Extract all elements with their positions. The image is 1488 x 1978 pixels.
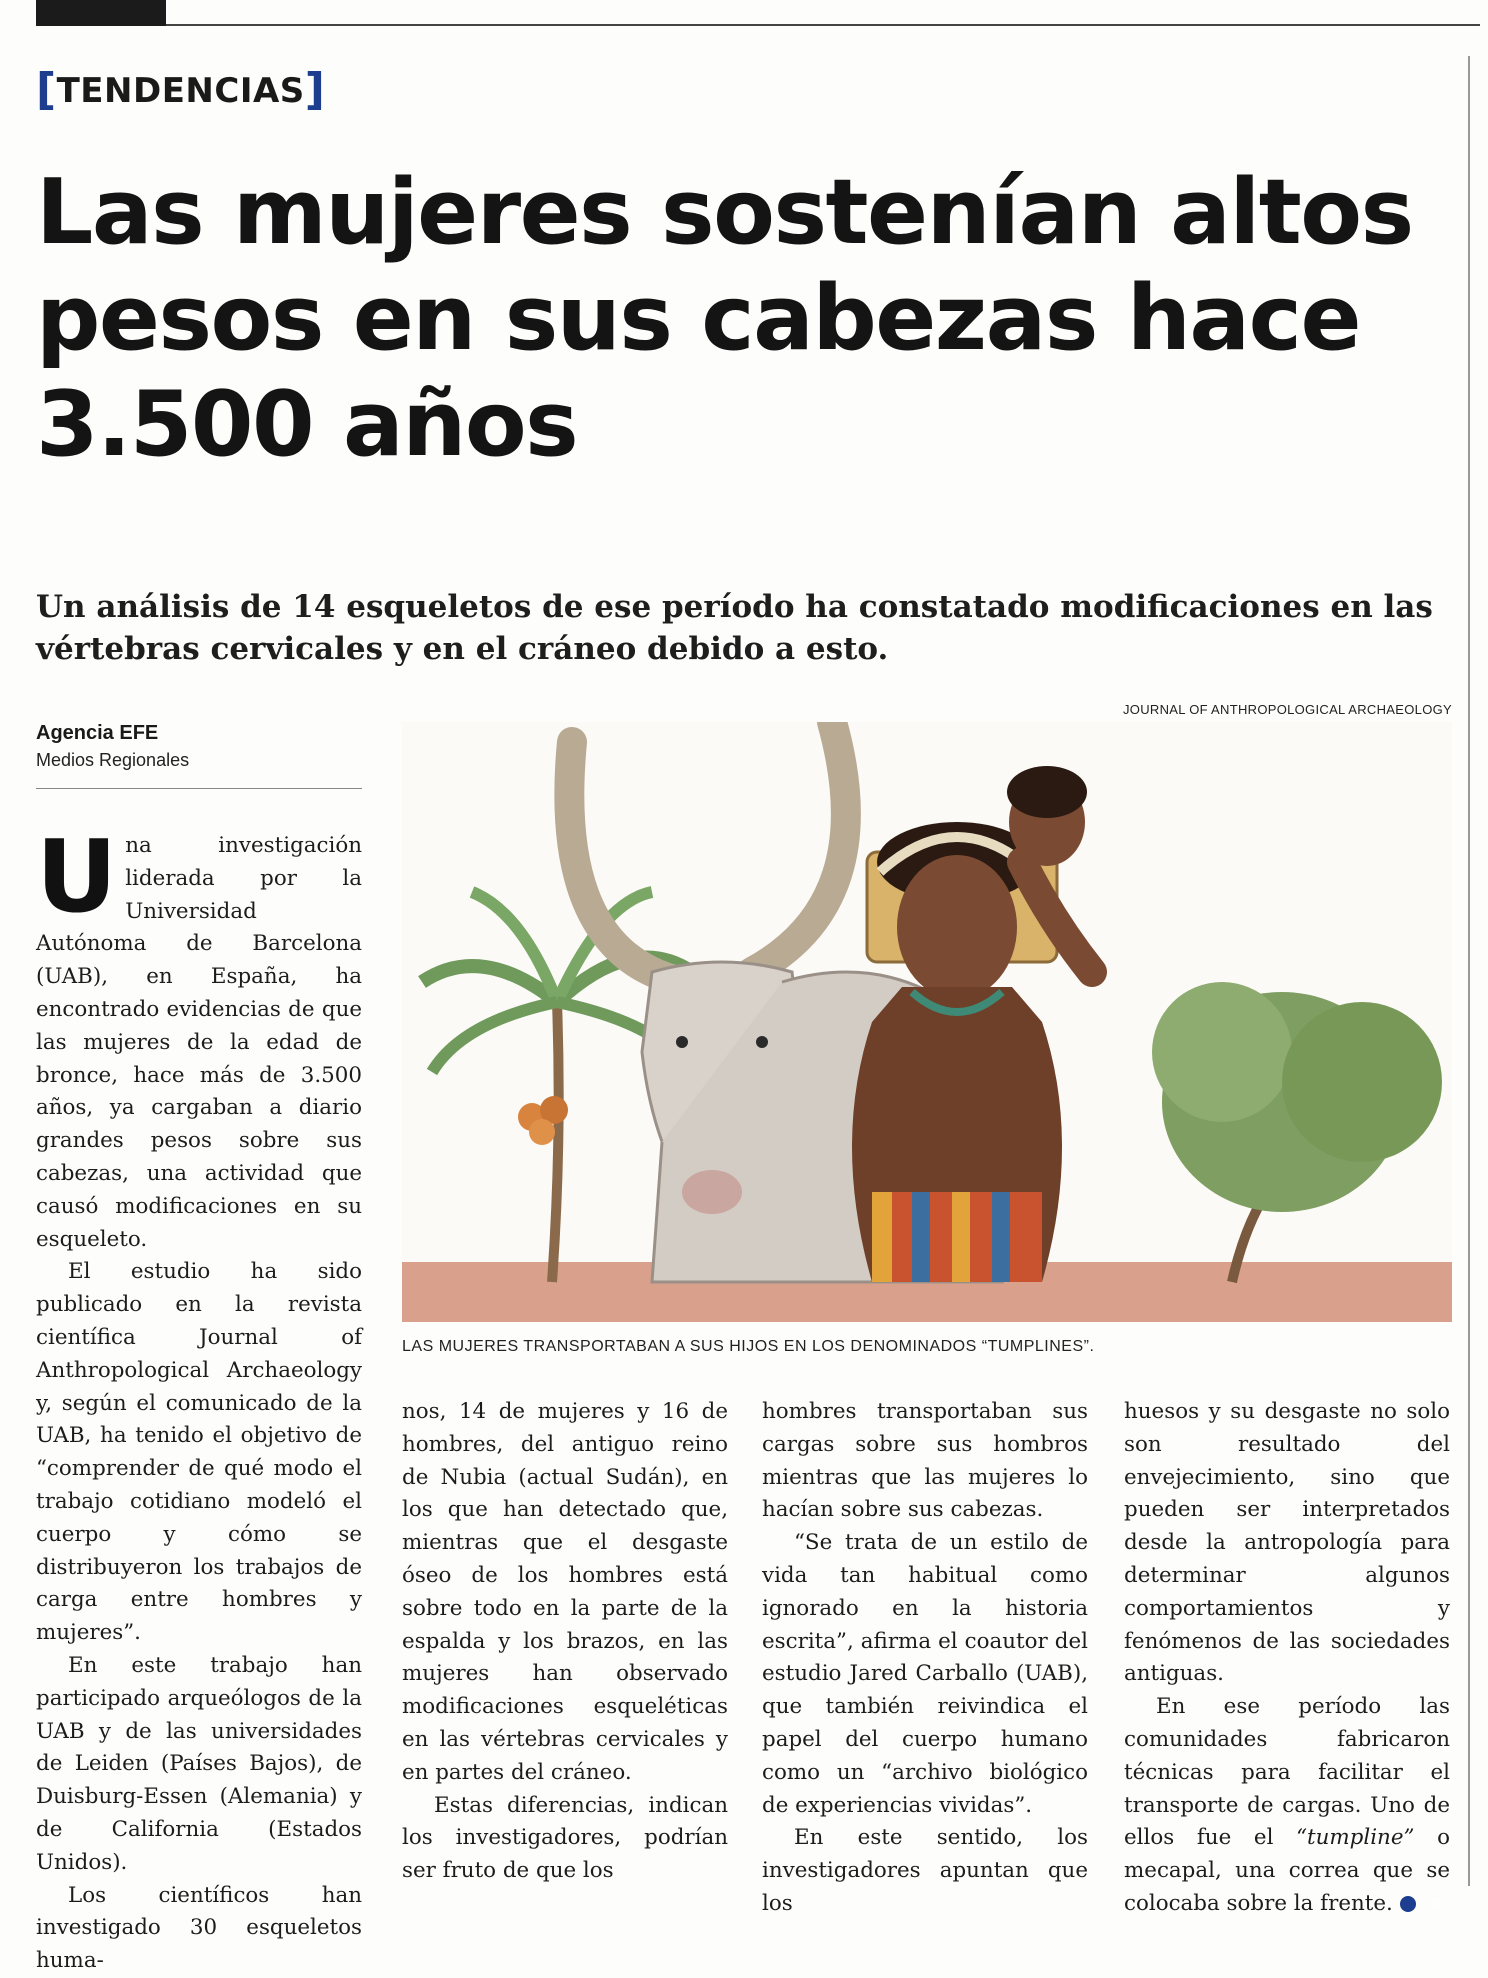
drop-cap: U bbox=[36, 818, 118, 935]
section-bracket-open: [ bbox=[36, 64, 57, 115]
article-paragraph: huesos y su desgaste no solo son resultado del envejecimiento, sino que pueden ser interpretados desde la antropología para determinar algunos comportamientos y fenómenos de las sociedades antiguas. bbox=[1124, 1399, 1450, 1687]
paragraph-text: En ese período las comunidades fabricaron técnicas para facilitar el transporte de cargas. Uno de ellos fue el bbox=[1124, 1694, 1450, 1851]
article-paragraph: hombres transportaban sus cargas sobre sus hombros mientras que las mujeres lo hacían sobre sus cabezas. bbox=[762, 1399, 1088, 1523]
section-bracket-close: ] bbox=[304, 64, 326, 115]
article-paragraph bbox=[1124, 1691, 1450, 1921]
article-paragraph: “Se trata de un estilo de vida tan habitual como ignorado en la historia escrita”, afirma el coautor del estudio Jared Carballo (UAB), que también reivindica el papel del cuerpo humano como un “archivo biológico de experiencias vividas”. bbox=[762, 1530, 1088, 1818]
photo-credit: JOURNAL OF ANTHROPOLOGICAL ARCHAEOLOGY bbox=[1122, 702, 1452, 717]
section-label: TENDENCIAS bbox=[56, 71, 305, 111]
article-paragraph: nos, 14 de mujeres y 16 de hombres, del antiguo reino de Nubia (actual Sudán), en los que han detectado que, mientras que el desgaste óseo de los hombres está sobre todo en la parte de la espalda y los brazos, en las mujeres han observado modificaciones esqueléticas en las vértebras cervicales y en partes del cráneo. bbox=[402, 1399, 728, 1785]
end-of-article-icon: ✪ bbox=[1400, 1896, 1416, 1912]
article-column-1 bbox=[36, 818, 362, 1978]
article-illustration bbox=[402, 722, 1452, 1322]
article-paragraph: Los científicos han investigado 30 esqueletos huma- bbox=[36, 1882, 362, 1974]
article-column-4 bbox=[1124, 1396, 1450, 1921]
byline-organization: Medios Regionales bbox=[36, 750, 190, 770]
paragraph-text: o mecapal, una correa que se colocaba sobre la frente. bbox=[1124, 1825, 1450, 1916]
section-tag bbox=[36, 62, 325, 113]
byline-rule bbox=[36, 788, 362, 789]
paragraph-text: na investigación liderada por la Universidad Autónoma de Barcelona (UAB), en España, ha encontrado evidencias de que las mujeres de la edad de bronce, hace más de 3.500 años, ya cargaban a diario grandes pesos sobre sus cabezas, una actividad que causó modificaciones en su esqueleto. bbox=[36, 833, 362, 1252]
photo-caption: LAS MUJERES TRANSPORTABAN A SUS HIJOS EN LOS DENOMINADOS “TUMPLINES”. bbox=[402, 1338, 1095, 1355]
article-paragraph bbox=[36, 818, 362, 1256]
article-paragraph: El estudio ha sido publicado en la revista científica Journal of Anthropological Archaeology y, según el comunicado de la UAB, ha tenido el objetivo de “comprender de qué modo el trabajo cotidiano modeló el cuerpo y cómo se distribuyeron los trabajos de carga entre hombres y mujeres”. bbox=[36, 1259, 362, 1646]
page-edge-rule bbox=[1468, 56, 1470, 1886]
masthead-block bbox=[36, 0, 166, 26]
article-column-3 bbox=[762, 1396, 1088, 1921]
article-column-2 bbox=[402, 1396, 728, 1888]
byline-author: Agencia EFE bbox=[36, 722, 159, 744]
article-paragraph: Estas diferencias, indican los investigadores, podrían ser fruto de que los bbox=[402, 1792, 728, 1884]
article-paragraph: En este sentido, los investigadores apuntan que los bbox=[762, 1825, 1088, 1916]
headline: Las mujeres sostenían altos pesos en sus cabezas hace 3.500 años bbox=[36, 160, 1413, 477]
subheadline: Un análisis de 14 esqueletos de ese período ha constatado modificaciones en las vértebras cervicales y en el cráneo debido a esto. bbox=[36, 589, 1433, 667]
emphasis-term: “tumpline” bbox=[1296, 1825, 1415, 1851]
masthead-rule bbox=[166, 24, 1480, 26]
article-paragraph: En este trabajo han participado arqueólogos de la UAB y de las universidades de Leiden (Países Bajos), de Duisburg-Essen (Alemania) y de California (Estados Unidos). bbox=[36, 1652, 362, 1875]
